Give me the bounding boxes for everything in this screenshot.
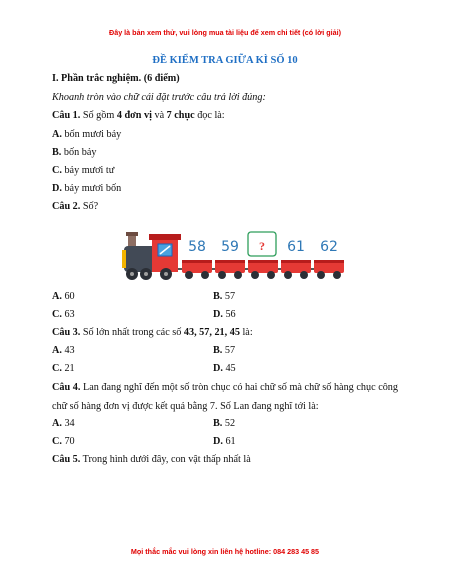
option-letter: D. — [213, 363, 223, 374]
option-letter: A. — [52, 291, 62, 302]
q2-option-d[interactable] — [213, 309, 236, 320]
train-wagon — [314, 260, 344, 279]
train-number-1: 58 — [188, 239, 206, 255]
train-wagon — [182, 260, 212, 279]
q4-option-c[interactable] — [52, 436, 75, 447]
question-1 — [52, 110, 225, 121]
train-number-5: 62 — [320, 239, 338, 255]
question-2 — [52, 201, 98, 212]
option-text: 34 — [61, 418, 75, 429]
q3-option-c[interactable] — [52, 363, 75, 374]
option-letter: C. — [52, 363, 62, 374]
section-title: I. Phần trắc nghiệm. (6 điểm) — [52, 73, 180, 84]
option-text: 70 — [61, 436, 75, 447]
train-illustration — [122, 226, 350, 286]
question-bold: 43, 57, 21, 45 — [183, 327, 240, 338]
train-engine — [122, 232, 181, 280]
option-letter: D. — [213, 309, 223, 320]
option-text: bảy mươi bốn — [61, 183, 122, 194]
question-bold: 4 đơn vị — [116, 110, 152, 121]
question-3 — [52, 327, 253, 338]
option-letter: D. — [213, 436, 223, 447]
page-title: ĐỀ KIỂM TRA GIỮA KÌ SỐ 10 — [152, 55, 298, 66]
question-4 — [52, 378, 398, 416]
q2-option-b[interactable] — [213, 291, 235, 302]
question-text: Số? — [80, 201, 99, 212]
option-letter: C. — [52, 165, 62, 176]
option-text: 60 — [61, 291, 75, 302]
option-letter: C. — [52, 309, 62, 320]
q4-option-d[interactable] — [213, 436, 236, 447]
option-text: 52 — [222, 418, 236, 429]
option-letter: A. — [52, 345, 62, 356]
option-letter: B. — [213, 291, 223, 302]
q3-option-d[interactable] — [213, 363, 236, 374]
option-letter: B. — [213, 345, 223, 356]
question-label: Câu 2. — [52, 201, 81, 212]
q3-option-b[interactable] — [213, 345, 235, 356]
instruction: Khoanh tròn vào chữ cái đặt trước câu trả lời đúng: — [52, 92, 266, 103]
option-text: 57 — [222, 345, 236, 356]
option-text: 56 — [222, 309, 236, 320]
train-wagon — [281, 260, 311, 279]
question-label: Câu 4. — [52, 382, 81, 393]
question-text: Số lớn nhất trong các số — [80, 327, 184, 338]
option-letter: C. — [52, 436, 62, 447]
q1-option-a[interactable] — [52, 129, 121, 140]
q1-option-b[interactable] — [52, 147, 96, 158]
question-text: và — [151, 110, 167, 121]
train-number-2: 59 — [221, 239, 239, 255]
option-letter: B. — [213, 418, 223, 429]
question-text: Trong hình dưới đây, con vật thấp nhất là — [80, 454, 251, 465]
q4-option-a[interactable] — [52, 418, 75, 429]
question-label: Câu 1. — [52, 110, 81, 121]
option-text: 61 — [222, 436, 236, 447]
option-text: 43 — [61, 345, 75, 356]
train-wagon — [248, 260, 278, 279]
option-letter: B. — [52, 147, 62, 158]
question-text: Lan đang nghĩ đến một số tròn chục có hai chữ số mà chữ số hàng chục công chữ số hàng đơn vị được kết quả bằng 7. Số Lan đang nghĩ tới là: — [52, 382, 398, 412]
train-wagon — [215, 260, 245, 279]
train-number-4: 61 — [287, 239, 305, 255]
question-5 — [52, 454, 251, 465]
option-text: 63 — [61, 309, 75, 320]
question-label: Câu 5. — [52, 454, 81, 465]
q4-option-b[interactable] — [213, 418, 235, 429]
option-letter: A. — [52, 129, 62, 140]
question-text: là: — [239, 327, 253, 338]
option-text: bảy mươi tư — [61, 165, 115, 176]
option-letter: A. — [52, 418, 62, 429]
train-number-missing: ? — [259, 239, 265, 253]
option-text: 57 — [222, 291, 236, 302]
q1-option-d[interactable] — [52, 183, 121, 194]
question-label: Câu 3. — [52, 327, 81, 338]
option-text: 21 — [61, 363, 75, 374]
question-text: Số gồm — [80, 110, 117, 121]
q2-option-a[interactable] — [52, 291, 75, 302]
header-notice: Đây là bản xem thử, vui lòng mua tài liệu để xem chi tiết (có lời giải) — [109, 28, 341, 37]
option-letter: D. — [52, 183, 62, 194]
option-text: bốn mươi bảy — [61, 129, 122, 140]
question-bold: 7 chục — [166, 110, 195, 121]
question-text: đọc là: — [194, 110, 225, 121]
footer-notice: Mọi thắc mắc vui lòng xin liên hệ hotline: 084 283 45 85 — [130, 547, 320, 556]
q2-option-c[interactable] — [52, 309, 75, 320]
section-heading — [52, 73, 180, 84]
option-text: 45 — [222, 363, 236, 374]
q3-option-a[interactable] — [52, 345, 75, 356]
option-text: bốn bảy — [61, 147, 97, 158]
q1-option-c[interactable] — [52, 165, 114, 176]
